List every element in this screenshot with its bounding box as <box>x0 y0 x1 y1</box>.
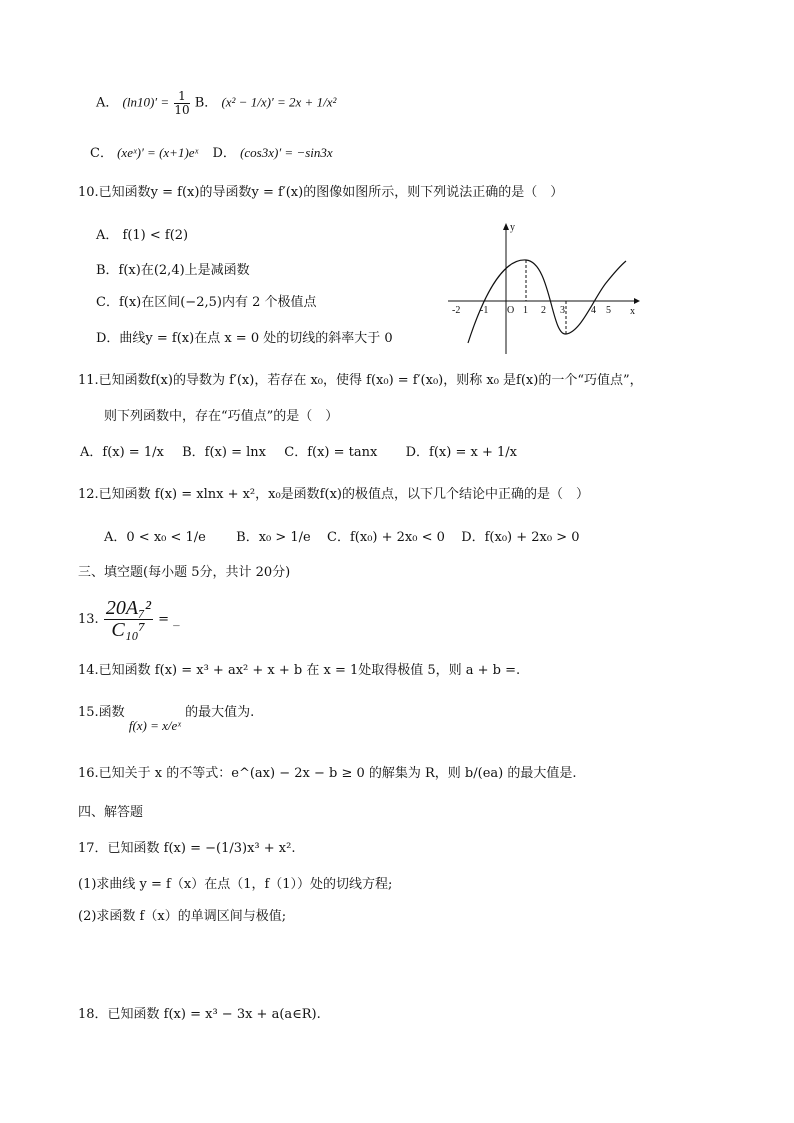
q10-option-b: B．f(x)在(2,4)上是减函数 <box>96 263 250 278</box>
section-4-heading: 四、解答题 <box>78 805 144 820</box>
q17-part-2: (2)求函数 f（x）的单调区间与极值; <box>78 909 287 924</box>
q12-option-a: A．0 < x₀ < 1/e <box>104 530 206 545</box>
tick-label: 3 <box>560 305 565 316</box>
q10-derivative-graph <box>446 218 646 358</box>
q15-label: 15.函数 <box>78 705 125 720</box>
q18-stem: 18．已知函数 f(x) = x³ − 3x + a(a∈R). <box>78 1007 321 1022</box>
origin-label: O <box>507 305 515 316</box>
q13-denominator: C₁₀⁷ <box>111 619 146 641</box>
q11-options <box>80 446 517 459</box>
q11-option-a: A．f(x) = 1/x <box>80 445 164 460</box>
q13-numerator: 20A₇² <box>105 597 151 619</box>
q11-option-d: D．f(x) = x + 1/x <box>405 445 517 460</box>
q9-a-num: 1 <box>174 90 189 104</box>
q9-a-lhs: (ln10)′ = <box>122 94 170 110</box>
q13 <box>78 598 180 641</box>
q12-options <box>104 531 580 544</box>
q13-fraction <box>104 598 153 641</box>
q11-option-c: C．f(x) = tanx <box>284 445 378 460</box>
x-axis-label: x <box>630 306 635 317</box>
x-axis-arrow <box>634 298 640 304</box>
q17-part-1: (1)求曲线 y = f（x）在点（1，f（1））处的切线方程; <box>78 877 393 892</box>
tick-label: 4 <box>591 305 596 316</box>
q9-a-label: A． <box>96 95 119 111</box>
q9-c-label: C． <box>90 146 113 161</box>
q17-stem: 17．已知函数 f(x) = −(1/3)x³ + x². <box>78 841 296 856</box>
q15-tail: 的最大值为. <box>185 705 255 720</box>
y-axis-arrow <box>503 223 509 230</box>
q12-option-b: B．x₀ > 1/e <box>236 530 311 545</box>
q11-stem-2: 则下列函数中，存在“巧值点”的是（ ） <box>104 409 339 424</box>
q9-d-expr: (cos3x)′ = −sin3x <box>240 145 333 160</box>
q15-expr: f(x) = x/eˣ <box>128 718 181 733</box>
q12-stem: 12.已知函数 f(x) = xlnx + x²，x₀是函数f(x)的极值点，以下几个结论中正确的是（ ） <box>78 487 589 502</box>
q9-option-c-d <box>90 146 333 160</box>
q13-tail: = _ <box>158 612 180 627</box>
q10-option-d: D．曲线y = f(x)在点 x = 0 处的切线的斜率大于 0 <box>96 331 393 346</box>
tick-label: 2 <box>541 305 546 316</box>
q12-option-d: D．f(x₀) + 2x₀ > 0 <box>461 530 580 545</box>
q9-a-fraction <box>174 90 189 116</box>
tick-label: -2 <box>452 305 461 316</box>
y-axis-label: y <box>510 222 515 233</box>
q16: 16.已知关于 x 的不等式：e^(ax) − 2x − b ≥ 0 的解集为 R，则 b/(ea) 的最大值是. <box>78 766 577 781</box>
tick-label: 1 <box>523 305 528 316</box>
q10-option-a: A． f(1) < f(2) <box>96 228 189 243</box>
section-3-heading: 三、填空题(每小题 5分，共计 20分) <box>78 565 291 580</box>
q9-c-expr: (xeˣ)′ = (x+1)eˣ <box>117 145 199 160</box>
q10-option-c: C．f(x)在区间(−2,5)内有 2 个极值点 <box>96 295 317 310</box>
q11-stem: 11.已知函数f(x)的导数为 f′(x)，若存在 x₀，使得 f(x₀) = f′(x₀)，则称 x₀ 是f(x)的一个“巧值点”， <box>78 373 643 388</box>
q13-label: 13. <box>78 612 99 627</box>
q9-b-expr: (x² − 1/x)′ = 2x + 1/x² <box>221 94 337 110</box>
q9-option-a-b <box>96 90 336 116</box>
q11-option-b: B．f(x) = lnx <box>182 445 266 460</box>
q15 <box>78 705 255 733</box>
q10-stem: 10.已知函数y = f(x)的导函数y = f′(x)的图像如图所示，则下列说法正确的是（ ） <box>78 185 564 200</box>
q12-option-c: C．f(x₀) + 2x₀ < 0 <box>327 530 445 545</box>
q9-d-label: D． <box>212 146 236 161</box>
tick-label: 5 <box>606 305 611 316</box>
tick-label: -1 <box>480 305 489 316</box>
q14: 14.已知函数 f(x) = x³ + ax² + x + b 在 x = 1处取得极值 5，则 a + b =. <box>78 663 521 678</box>
q9-a-den: 10 <box>174 102 190 117</box>
q9-b-label: B． <box>194 95 218 111</box>
